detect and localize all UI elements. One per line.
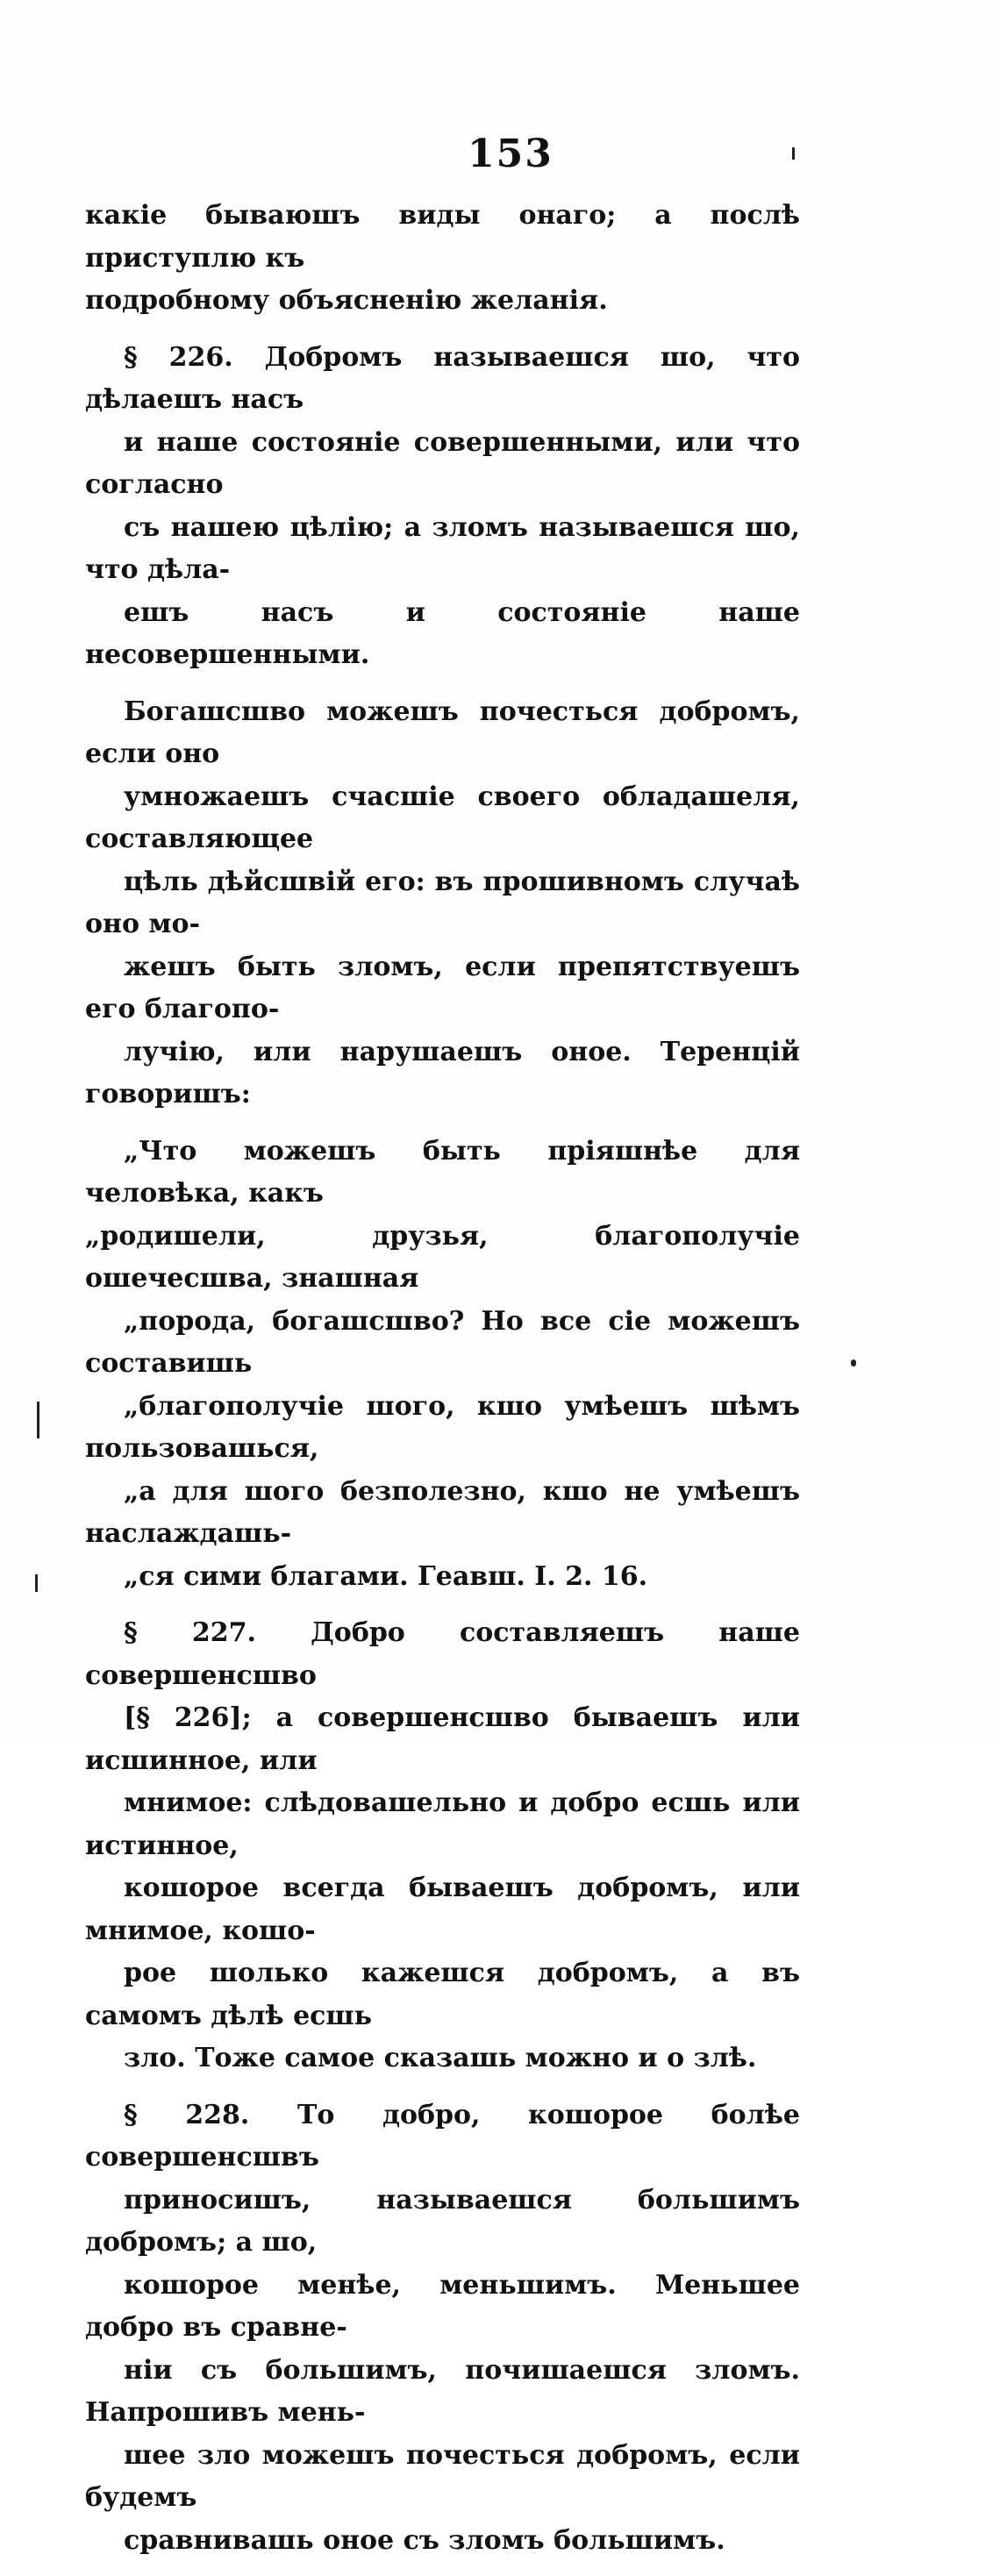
- text-line: зло. Тоже самое сказашь можно и о злѣ.: [124, 2043, 757, 2073]
- paragraph-section-226: [85, 337, 800, 677]
- paragraph-continuation: [85, 195, 800, 323]
- text-line: и наше состояніе совершенными, или что согласно: [85, 426, 800, 500]
- text-line: § 228. То добро, кошорое болѣе совершенсшвъ: [85, 2099, 800, 2173]
- paragraph-section-227: [85, 1612, 800, 2080]
- text-line: жешъ быть зломъ, если препятствуешъ его благопо-: [85, 951, 800, 1024]
- text-line: приносишъ, называешся большимъ добромъ; а шо,: [85, 2184, 800, 2258]
- text-line: съ нашею цѣлію; а зломъ называешся шо, что дѣла-: [85, 511, 800, 585]
- paragraph-quote-terence: [85, 1131, 800, 1599]
- text-line: мнимое: слѣдовашельно и добро есшь или истинное,: [85, 1788, 800, 1861]
- text-line: сравнивашь оное съ зломъ большимъ.: [124, 2524, 725, 2556]
- text-line: Богашсшво можешъ почесться добромъ, если оно: [85, 696, 800, 769]
- text-line: шее зло можешъ почесться добромъ, если будемъ: [85, 2439, 800, 2513]
- scan-mark: [792, 147, 795, 160]
- scan-mark: [35, 1574, 38, 1592]
- text-line: [§ 226]; а совершенсшво бываешъ или исшинное, или: [85, 1702, 800, 1776]
- page-number: 153: [468, 132, 554, 176]
- text-line: ніи съ большимъ, почишаешся зломъ. Напрошивъ мень-: [85, 2354, 800, 2428]
- text-line: кошорое менѣе, меньшимъ. Меньшее добро въ сравне-: [85, 2269, 800, 2343]
- text-line: умножаешъ счасшіе своего обладашеля, составляющее: [85, 781, 800, 854]
- text-line: кошорое всегда бываешъ добромъ, или мнимое, кошо-: [85, 1873, 800, 1946]
- scan-mark: [851, 1359, 856, 1366]
- text-line: ешъ насъ и состояніе наше несовершенными.: [85, 596, 800, 670]
- text-line: „ся сими благами. Геавш. I. 2. 16.: [124, 1560, 648, 1592]
- text-line: „Что можешъ быть пріяшнѣе для человѣка, какъ: [85, 1135, 800, 1209]
- text-line: § 227. Добро составляешъ наше совершенсшво: [85, 1617, 800, 1691]
- text-line: цѣль дѣйсшвій его: въ прошивномъ случаѣ оно мо-: [85, 866, 800, 939]
- text-line: „порода, богашсшво? Но все сіе можешъ составишь: [85, 1305, 800, 1379]
- paragraph-wealth: [85, 691, 800, 1117]
- text-line: „а для шого безполезно, кшо не умѣешъ наслаждашь-: [85, 1475, 800, 1549]
- text-line: какіе бываюшъ виды онаго; а послѣ приступлю къ: [85, 200, 800, 274]
- text-line: „родишели, друзья, благополучіе ошечесшва, знашная: [85, 1220, 800, 1294]
- text-line: рое шолько кажешся добромъ, а въ самомъ дѣлѣ есшь: [85, 1958, 800, 2031]
- scan-mark: [37, 1402, 39, 1438]
- text-line: подробному объясненію желанія.: [85, 285, 608, 316]
- paragraph-section-228: [85, 2094, 800, 2563]
- text-line: „благополучіе шого, кшо умѣешъ шѣмъ пользовашься,: [85, 1390, 800, 1464]
- body-text: [85, 195, 800, 2576]
- text-line: лучію, или нарушаешъ оное. Теренцій говоришъ:: [85, 1036, 800, 1110]
- text-line: § 226. Добромъ называешся шо, что дѣлаешъ насъ: [85, 341, 800, 415]
